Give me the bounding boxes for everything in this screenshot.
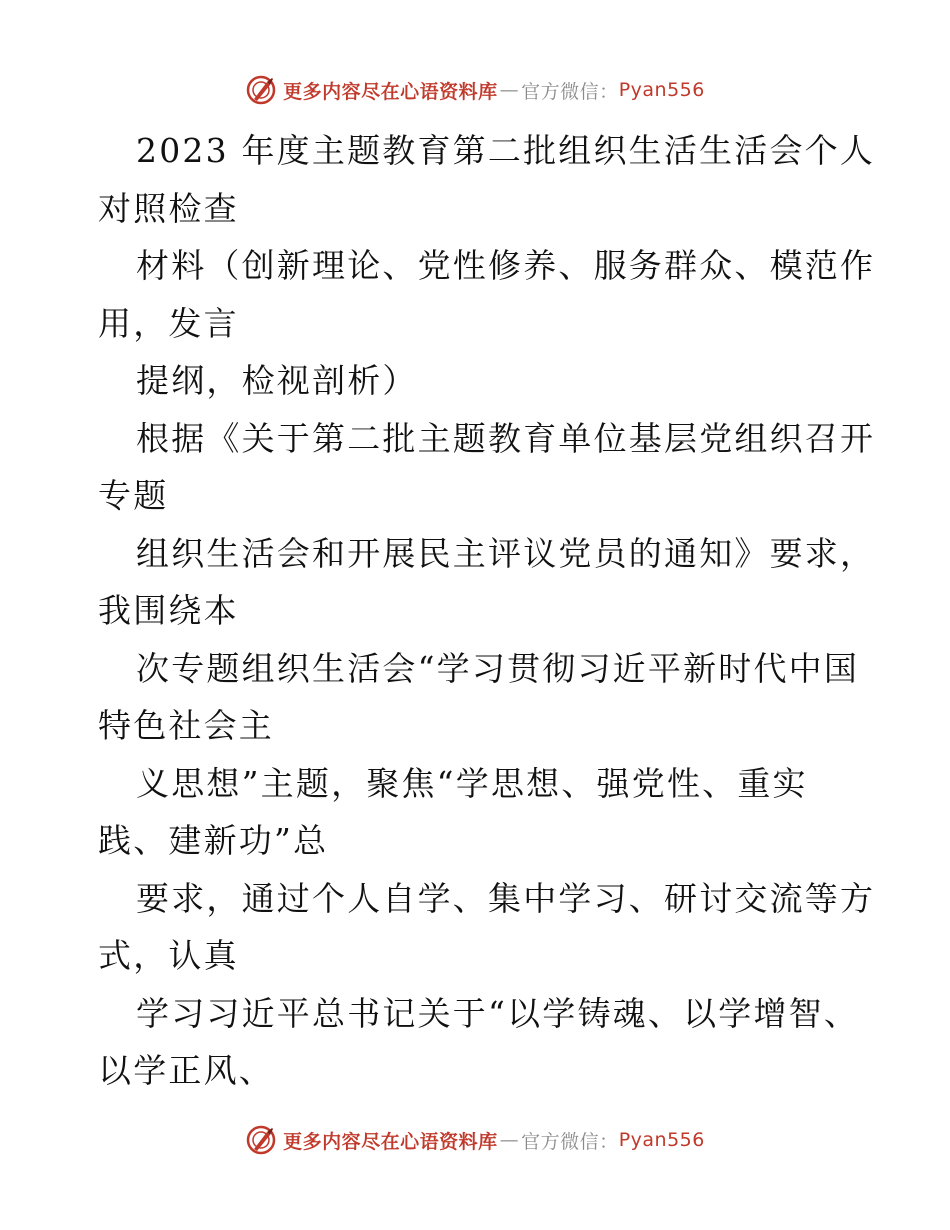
text-line-paragraph: 根据《关于第二批主题教育单位基层党组织召开 bbox=[136, 418, 876, 458]
banner-wechat-id: Pyan556 bbox=[618, 79, 705, 101]
text-line-paragraph: 学习习近平总书记关于“以学铸魂、以学增智、 bbox=[136, 993, 860, 1033]
document-body bbox=[98, 122, 876, 1100]
text-line-paragraph: 次专题组织生活会“学习贯彻习近平新时代中国 bbox=[136, 648, 860, 688]
text-line-paragraph: 践、建新功”总 bbox=[98, 821, 329, 860]
text-line-paragraph: 式，认真 bbox=[98, 936, 239, 975]
text-line-title-2: 对照检查 bbox=[98, 188, 239, 228]
text-line-paragraph: 专题 bbox=[98, 476, 169, 515]
text-line-paragraph: 特色社会主 bbox=[98, 706, 274, 745]
text-line-paragraph: 我围绕本 bbox=[98, 591, 239, 630]
text-line-subtitle-1: 材料（创新理论、党性修养、服务群众、模范作 bbox=[136, 246, 876, 285]
text-line-paragraph: 以学正风、 bbox=[98, 1051, 274, 1090]
text-line-subtitle-2: 用，发言 bbox=[98, 303, 239, 343]
banner-title: 更多内容尽在心语资料库 bbox=[283, 1130, 498, 1153]
text-line-paragraph: 要求，通过个人自学、集中学习、研讨交流等方 bbox=[136, 878, 876, 918]
text-line-paragraph: 组织生活会和开展民主评议党员的通知》要求， bbox=[136, 533, 876, 573]
header-watermark-banner bbox=[0, 70, 950, 110]
footer-watermark-banner bbox=[0, 1120, 950, 1160]
banner-separator: — bbox=[499, 79, 520, 101]
pen-nib-logo-icon bbox=[245, 74, 277, 106]
text-line-subtitle-3: 提纲，检视剖析） bbox=[136, 361, 418, 400]
banner-wechat-label: 官方微信： bbox=[521, 1130, 619, 1153]
pen-nib-logo-icon bbox=[245, 1124, 277, 1156]
text-line-paragraph: 义思想”主题，聚焦“学思想、强党性、重实 bbox=[136, 763, 808, 803]
banner-wechat-id: Pyan556 bbox=[618, 1129, 705, 1151]
banner-separator: — bbox=[499, 1129, 520, 1151]
text-line-title-1: 2023 年度主题教育第二批组织生活生活会个人 bbox=[136, 131, 876, 170]
banner-wechat-label: 官方微信： bbox=[521, 80, 619, 103]
banner-title: 更多内容尽在心语资料库 bbox=[283, 80, 498, 103]
